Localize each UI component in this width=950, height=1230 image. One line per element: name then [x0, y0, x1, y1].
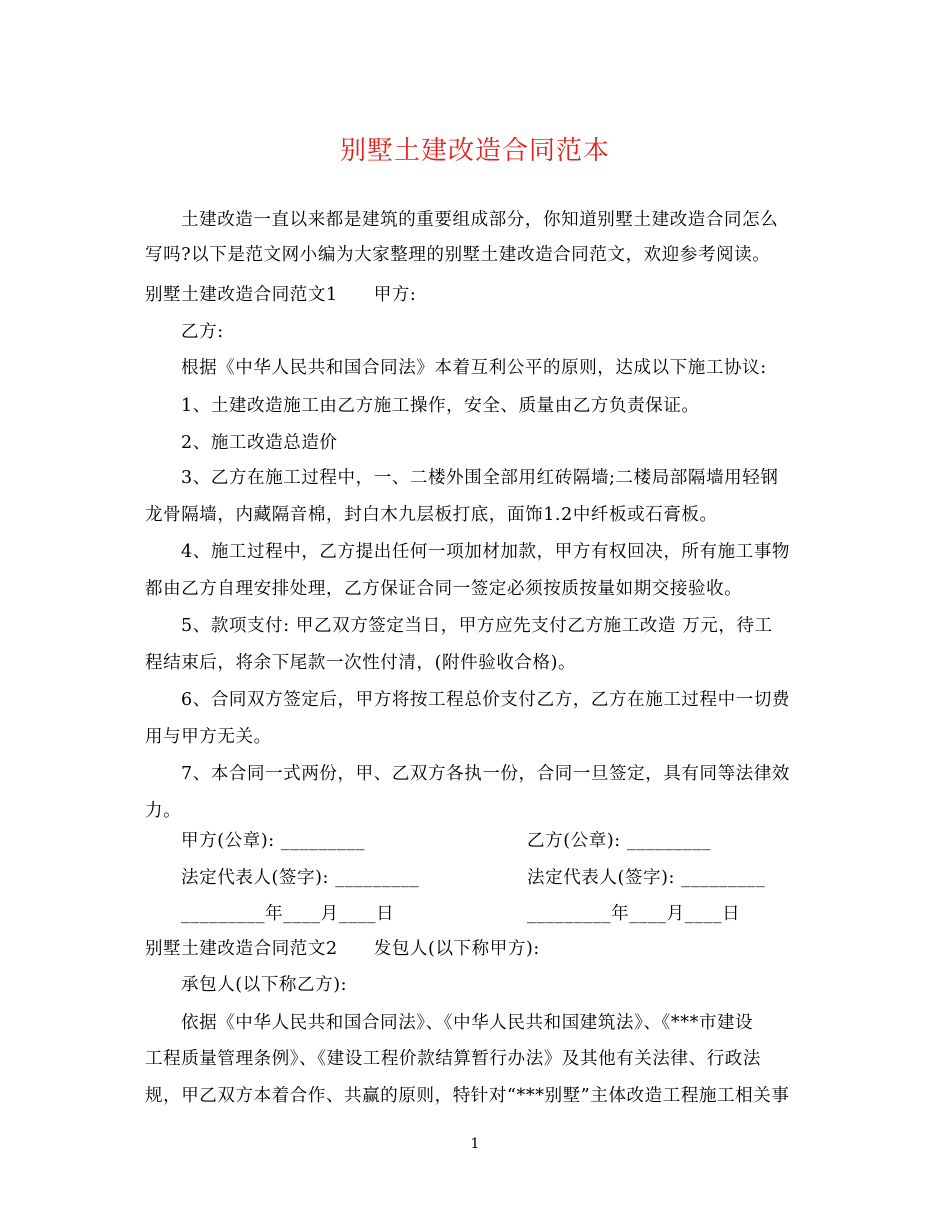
signature-party-a-rep: 法定代表人(签字): _________ — [181, 868, 420, 888]
section2-line: 工程质量管理条例》、《建设工程价款结算暂行办法》及其他有关法律、行政法 — [145, 1049, 761, 1069]
clause-line: 5、款项支付: 甲乙双方签定当日，甲方应先支付乙方施工改造 万元，待工 — [181, 616, 773, 636]
section1-heading-row — [145, 283, 416, 307]
clause-line: 用与甲方无关。 — [145, 727, 272, 747]
intro-line-2: 写吗?以下是范文网小编为大家整理的别墅土建改造合同范文，欢迎参考阅读。 — [145, 245, 771, 265]
clause-line: 龙骨隔墙，内藏隔音棉，封白木九层板打底，面饰1.2中纤板或石膏板。 — [145, 505, 718, 525]
clause-line: 3、乙方在施工过程中，一、二楼外围全部用红砖隔墙;二楼局部隔墙用轻钢 — [181, 468, 779, 488]
clause-line: 都由乙方自理安排处理，乙方保证合同一签定必须按质按量如期交接验收。 — [145, 579, 743, 599]
clause-line: 1、土建改造施工由乙方施工操作，安全、质量由乙方负责保证。 — [181, 396, 700, 416]
section2-line: 依据《中华人民共和国合同法》、《中华人民共和国建筑法》、《***市建设 — [181, 1013, 754, 1033]
signature-party-a-seal: 甲方(公章): _________ — [181, 831, 366, 851]
signature-party-b-rep: 法定代表人(签字): _________ — [527, 868, 766, 888]
section2-heading-row — [145, 937, 540, 961]
section2-party-a: 发包人(以下称甲方): — [373, 939, 540, 959]
clause-line: 2、施工改造总造价 — [181, 433, 338, 453]
section2-line: 规，甲乙双方本着合作、共赢的原则，特针对“***别墅”主体改造工程施工相关事 — [145, 1086, 790, 1106]
document-title: 别墅土建改造合同范本 — [339, 136, 610, 166]
clause-line: 程结束后，将余下尾款一次性付清，(附件验收合格)。 — [145, 653, 577, 673]
section2-party-b: 承包人(以下称乙方): — [181, 975, 348, 995]
signature-party-b-seal: 乙方(公章): _________ — [527, 831, 712, 851]
clause-line: 根据《中华人民共和国合同法》本着互利公平的原则，达成以下施工协议: — [181, 358, 767, 378]
page-number: 1 — [470, 1136, 480, 1152]
intro-line-1: 土建改造一直以来都是建筑的重要组成部分，你知道别墅土建改造合同怎么 — [181, 210, 779, 230]
section2-heading: 别墅土建改造合同范文2 — [145, 939, 338, 959]
clause-line: 力。 — [145, 801, 182, 821]
clause-line: 4、施工过程中，乙方提出任何一项加材加款，甲方有权回决，所有施工事物 — [181, 542, 791, 562]
section1-heading: 别墅土建改造合同范文1 — [145, 285, 338, 305]
signature-party-a-date: _________年____月____日 — [181, 904, 395, 924]
clause-line: 6、合同双方签定后，甲方将按工程总价支付乙方，乙方在施工过程中一切费 — [181, 690, 791, 710]
signature-party-b-date: _________年____月____日 — [527, 904, 741, 924]
section1-party-a: 甲方: — [373, 285, 417, 305]
section1-party-b: 乙方: — [181, 322, 224, 342]
clause-line: 7、本合同一式两份，甲、乙双方各执一份，合同一旦签定，具有同等法律效 — [181, 764, 791, 784]
